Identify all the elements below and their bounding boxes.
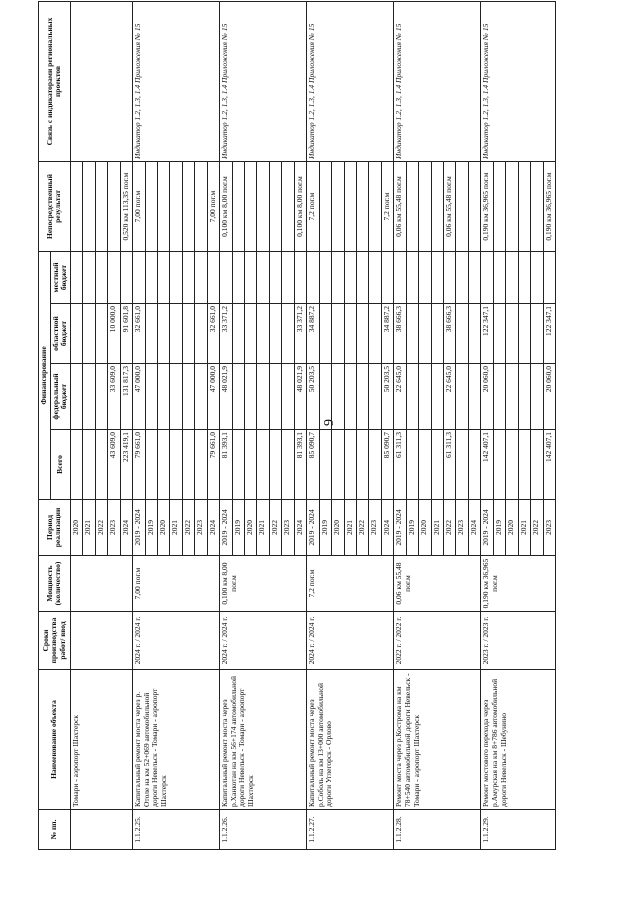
result-value: 0,06 км 55,48 пог.м (394, 162, 406, 252)
period-year: 2019 (406, 500, 418, 556)
local-value (95, 252, 107, 304)
federal-value: 22 645,0 (394, 364, 406, 430)
total-value (232, 430, 244, 500)
period-year: 2021 (431, 500, 443, 556)
local-value (207, 252, 219, 304)
total-value (170, 430, 182, 500)
local-value (444, 252, 456, 304)
total-value: 142 407,1 (543, 430, 556, 500)
regional-value: 38 666,3 (394, 304, 406, 364)
federal-value (356, 364, 368, 430)
result-value (282, 162, 294, 252)
regional-value: 38 666,3 (444, 304, 456, 364)
period-year: 2019 - 2024 (394, 500, 406, 556)
regional-value (269, 304, 281, 364)
period-year: 2021 (344, 500, 356, 556)
federal-value (170, 364, 182, 430)
regional-value: 32 661,0 (133, 304, 145, 364)
local-value (319, 252, 331, 304)
total-value (70, 430, 82, 500)
federal-value (518, 364, 530, 430)
total-value (157, 430, 169, 500)
object-name: Капитальный ремонт моста через р.Соболь на км 13+000 автомобильной дороги Углегорск - Орлово (307, 670, 394, 810)
regional-value (245, 304, 257, 364)
regional-value (344, 304, 356, 364)
federal-value (319, 364, 331, 430)
local-value (543, 252, 556, 304)
total-value: 43 609,0 (108, 430, 120, 500)
total-value: 223 419,1 (120, 430, 132, 500)
indicator-link (70, 2, 132, 162)
object-name: Томари - аэропорт Шахтерск (70, 670, 132, 810)
federal-value (182, 364, 194, 430)
local-value (481, 252, 493, 304)
regional-value: 34 887,2 (381, 304, 393, 364)
regional-value: 33 371,2 (294, 304, 306, 364)
period-year: 2024 (207, 500, 219, 556)
row-number: 1.1.2.25. (133, 810, 220, 850)
result-value (157, 162, 169, 252)
local-value (195, 252, 207, 304)
period-year: 2019 (319, 500, 331, 556)
federal-value (70, 364, 82, 430)
local-value (493, 252, 505, 304)
federal-value (419, 364, 431, 430)
result-value: 7,2 пог.м (307, 162, 319, 252)
local-value (419, 252, 431, 304)
regional-value (456, 304, 468, 364)
regional-value (195, 304, 207, 364)
terms-header: Сроки производства работ/ ввод (39, 612, 71, 670)
period-year: 2019 - 2024 (220, 500, 232, 556)
period-year: 2019 (145, 500, 157, 556)
federal-value: 48 021,9 (294, 364, 306, 430)
result-value (245, 162, 257, 252)
result-value: 0,520 км 113,35 пог.м (120, 162, 132, 252)
local-value (245, 252, 257, 304)
regional-value (145, 304, 157, 364)
local-value (456, 252, 468, 304)
result-value (506, 162, 518, 252)
total-value: 61 311,3 (444, 430, 456, 500)
local-value (133, 252, 145, 304)
regional-value (356, 304, 368, 364)
capacity: 0,06 км 55,48 пог.м (394, 556, 481, 612)
total-value (182, 430, 194, 500)
federal-value (245, 364, 257, 430)
federal-value: 47 000,0 (207, 364, 219, 430)
period-year: 2022 (269, 500, 281, 556)
result-value (195, 162, 207, 252)
regional-value (506, 304, 518, 364)
object-name: Капитальный ремонт моста через р.Ханкотан на км 56+174 автомобильной дороги Невельск - Томари - аэропорт Шахтерск (220, 670, 307, 810)
table-body (70, 2, 555, 850)
period-year: 2021 (83, 500, 95, 556)
table-row (307, 2, 319, 850)
total-value: 79 661,0 (207, 430, 219, 500)
indicator-link: Индикатор 1.2, 1.3, 1.4 Приложения № 15 (220, 2, 307, 162)
federal-value (232, 364, 244, 430)
local-value (344, 252, 356, 304)
total-value (319, 430, 331, 500)
regional-value (531, 304, 543, 364)
table-row (481, 2, 493, 850)
financing-header: Финансирование (39, 252, 51, 500)
work-terms: 2023 г. / 2023 г. (481, 612, 556, 670)
total-value (83, 430, 95, 500)
total-header: Всего (50, 430, 70, 500)
total-value: 81 393,1 (294, 430, 306, 500)
local-value (120, 252, 132, 304)
result-value (369, 162, 381, 252)
period-year: 2023 (543, 500, 556, 556)
result-value (83, 162, 95, 252)
local-value (406, 252, 418, 304)
period-year: 2022 (444, 500, 456, 556)
local-value (257, 252, 269, 304)
federal-value (282, 364, 294, 430)
local-value (83, 252, 95, 304)
period-year: 2021 (257, 500, 269, 556)
federal-value (431, 364, 443, 430)
federal-value (344, 364, 356, 430)
period-year: 2020 (332, 500, 344, 556)
regional-value (157, 304, 169, 364)
total-value (195, 430, 207, 500)
period-year: 2023 (282, 500, 294, 556)
result-value (468, 162, 480, 252)
period-year: 2022 (182, 500, 194, 556)
federal-value (468, 364, 480, 430)
work-terms: 2024 г. / 2024 г. (307, 612, 394, 670)
result-value (356, 162, 368, 252)
result-value: 7,00 пог.м (133, 162, 145, 252)
object-name: Ремонт мостового перехода через р.Амурская на км 8+786 автомобильной дороги Невельск - Шебунино (481, 670, 556, 810)
regional-value (282, 304, 294, 364)
period-year: 2019 (232, 500, 244, 556)
total-value (95, 430, 107, 500)
period-year: 2024 (468, 500, 480, 556)
indicator-link: Индикатор 1.2, 1.3, 1.4 Приложения № 15 (481, 2, 556, 162)
regional-value (232, 304, 244, 364)
period-year: 2020 (419, 500, 431, 556)
total-value (332, 430, 344, 500)
federal-value: 20 060,0 (543, 364, 556, 430)
regional-value (419, 304, 431, 364)
total-value (468, 430, 480, 500)
total-value (344, 430, 356, 500)
regional-value (182, 304, 194, 364)
period-year: 2020 (70, 500, 82, 556)
period-year: 2023 (456, 500, 468, 556)
capacity: 7,2 пог.м (307, 556, 394, 612)
regional-value (170, 304, 182, 364)
period-year: 2021 (170, 500, 182, 556)
federal-value: 22 645,0 (444, 364, 456, 430)
result-header: Непосредственный результат (39, 162, 71, 252)
local-value (269, 252, 281, 304)
total-value (506, 430, 518, 500)
capacity (70, 556, 132, 612)
regional-value (431, 304, 443, 364)
total-value: 61 311,3 (394, 430, 406, 500)
period-year: 2021 (518, 500, 530, 556)
local-value (70, 252, 82, 304)
result-value (531, 162, 543, 252)
result-value: 0,06 км 55,48 пог.м (444, 162, 456, 252)
result-value (493, 162, 505, 252)
result-value: 7,00 пог.м (207, 162, 219, 252)
regional-value (369, 304, 381, 364)
period-header: Период реализации (39, 500, 71, 556)
local-value (282, 252, 294, 304)
local-value (431, 252, 443, 304)
work-terms (70, 612, 132, 670)
federal-value: 47 000,0 (133, 364, 145, 430)
regional-header: областной бюджет (50, 304, 70, 364)
name-header: Наименование объекта (39, 670, 71, 810)
federal-value (269, 364, 281, 430)
page-number: 9 (322, 419, 337, 426)
federal-value (157, 364, 169, 430)
result-value (456, 162, 468, 252)
regional-value (332, 304, 344, 364)
total-value: 79 661,0 (133, 430, 145, 500)
federal-value (95, 364, 107, 430)
total-value (456, 430, 468, 500)
object-name: Ремонт моста через р.Кострома на км 78+540 автомобильной дороги Невельск - Томари - аэропорт Шахтерск (394, 670, 481, 810)
federal-value: 50 203,5 (307, 364, 319, 430)
capacity: 0,190 км 36,965 пог.м (481, 556, 556, 612)
federal-value (145, 364, 157, 430)
federal-value (456, 364, 468, 430)
federal-value (83, 364, 95, 430)
total-value (369, 430, 381, 500)
row-number: 1.1.2.27. (307, 810, 394, 850)
total-value (356, 430, 368, 500)
link-header: Связь с индикаторами региональных проектов (39, 2, 71, 162)
total-value (493, 430, 505, 500)
total-value (269, 430, 281, 500)
local-value (356, 252, 368, 304)
result-value (257, 162, 269, 252)
regional-value: 122 347,1 (543, 304, 556, 364)
result-value (170, 162, 182, 252)
row-number: 1.1.2.29. (481, 810, 556, 850)
regional-value: 91 601,8 (120, 304, 132, 364)
indicator-link: Индикатор 1.2, 1.3, 1.4 Приложения № 15 (307, 2, 394, 162)
local-value (145, 252, 157, 304)
indicator-link: Индикатор 1.2, 1.3, 1.4 Приложения № 15 (394, 2, 481, 162)
total-value (518, 430, 530, 500)
federal-header: федеральный бюджет (50, 364, 70, 430)
period-year: 2020 (506, 500, 518, 556)
header-row (39, 2, 51, 850)
result-value: 0,190 км 36,965 пог.м (543, 162, 556, 252)
total-value (245, 430, 257, 500)
period-year: 2022 (356, 500, 368, 556)
federal-value (332, 364, 344, 430)
period-year: 2024 (120, 500, 132, 556)
federal-value (369, 364, 381, 430)
result-value (431, 162, 443, 252)
local-value (232, 252, 244, 304)
local-value (506, 252, 518, 304)
work-terms: 2024 г. / 2024 г. (133, 612, 220, 670)
local-value (369, 252, 381, 304)
result-value (182, 162, 194, 252)
capacity-header: Мощность (количество) (39, 556, 71, 612)
period-year: 2019 - 2024 (481, 500, 493, 556)
result-value (95, 162, 107, 252)
work-terms: 2024 г. / 2024 г. (220, 612, 307, 670)
local-value (518, 252, 530, 304)
federal-value: 33 609,0 (108, 364, 120, 430)
period-year: 2023 (369, 500, 381, 556)
local-value (332, 252, 344, 304)
period-year: 2023 (195, 500, 207, 556)
local-value (157, 252, 169, 304)
table-row (133, 2, 145, 850)
num-header: № пп. (39, 810, 71, 850)
result-value (419, 162, 431, 252)
result-value (406, 162, 418, 252)
regional-value (319, 304, 331, 364)
result-value (518, 162, 530, 252)
local-value (294, 252, 306, 304)
local-value (182, 252, 194, 304)
federal-value (531, 364, 543, 430)
indicator-link: Индикатор 1.2, 1.3, 1.4 Приложения № 15 (133, 2, 220, 162)
period-year: 2023 (108, 500, 120, 556)
local-value (381, 252, 393, 304)
result-value (344, 162, 356, 252)
federal-value (257, 364, 269, 430)
regional-value: 32 661,0 (207, 304, 219, 364)
period-year: 2019 - 2024 (133, 500, 145, 556)
regional-value (95, 304, 107, 364)
period-year: 2022 (95, 500, 107, 556)
row-number (70, 810, 132, 850)
period-year: 2024 (381, 500, 393, 556)
result-value (319, 162, 331, 252)
result-value: 0,190 км 36,965 пог.м (481, 162, 493, 252)
federal-value: 48 021,9 (220, 364, 232, 430)
table-row (394, 2, 406, 850)
total-value (531, 430, 543, 500)
regional-value: 10 000,0 (108, 304, 120, 364)
result-value (108, 162, 120, 252)
result-value (145, 162, 157, 252)
capacity: 7,00 пог.м (133, 556, 220, 612)
federal-value: 50 203,5 (381, 364, 393, 430)
regional-value: 33 371,2 (220, 304, 232, 364)
total-value: 142 407,1 (481, 430, 493, 500)
regional-value: 122 347,1 (481, 304, 493, 364)
federal-value (406, 364, 418, 430)
rotated-page (38, 17, 556, 850)
row-number: 1.1.2.26. (220, 810, 307, 850)
local-value (170, 252, 182, 304)
regional-value (518, 304, 530, 364)
local-value (531, 252, 543, 304)
row-number: 1.1.2.28. (394, 810, 481, 850)
total-value (145, 430, 157, 500)
period-year: 2020 (157, 500, 169, 556)
period-year: 2022 (531, 500, 543, 556)
total-value (419, 430, 431, 500)
total-value (282, 430, 294, 500)
federal-value: 20 060,0 (481, 364, 493, 430)
period-year: 2019 - 2024 (307, 500, 319, 556)
table-row (220, 2, 232, 850)
result-value (332, 162, 344, 252)
federal-value (506, 364, 518, 430)
local-value (108, 252, 120, 304)
total-value (406, 430, 418, 500)
result-value (232, 162, 244, 252)
result-value (70, 162, 82, 252)
local-value (307, 252, 319, 304)
total-value: 85 090,7 (307, 430, 319, 500)
regional-value (70, 304, 82, 364)
objects-table (38, 1, 556, 850)
table-row (70, 2, 82, 850)
local-value (220, 252, 232, 304)
federal-value (493, 364, 505, 430)
total-value (431, 430, 443, 500)
regional-value (257, 304, 269, 364)
local-value (394, 252, 406, 304)
federal-value (195, 364, 207, 430)
regional-value (493, 304, 505, 364)
result-value: 7,2 пог.м (381, 162, 393, 252)
total-value (257, 430, 269, 500)
regional-value (83, 304, 95, 364)
local-header: местный бюджет (50, 252, 70, 304)
total-value: 85 090,7 (381, 430, 393, 500)
period-year: 2024 (294, 500, 306, 556)
object-name: Капитальный ремонт моста через р. Отоле на км 52+069 автомобильной дороги Невельск - Томари - аэропорт Шахтерск (133, 670, 220, 810)
federal-value: 131 817,3 (120, 364, 132, 430)
total-value: 81 393,1 (220, 430, 232, 500)
local-value (468, 252, 480, 304)
regional-value (468, 304, 480, 364)
period-year: 2019 (493, 500, 505, 556)
result-value (269, 162, 281, 252)
period-year: 2020 (245, 500, 257, 556)
result-value: 0,100 км 8,00 пог.м (294, 162, 306, 252)
regional-value: 34 887,2 (307, 304, 319, 364)
result-value: 0,100 км 8,00 пог.м (220, 162, 232, 252)
capacity: 0,100 км 8,00 пог.м (220, 556, 307, 612)
work-terms: 2022 г. / 2022 г. (394, 612, 481, 670)
regional-value (406, 304, 418, 364)
